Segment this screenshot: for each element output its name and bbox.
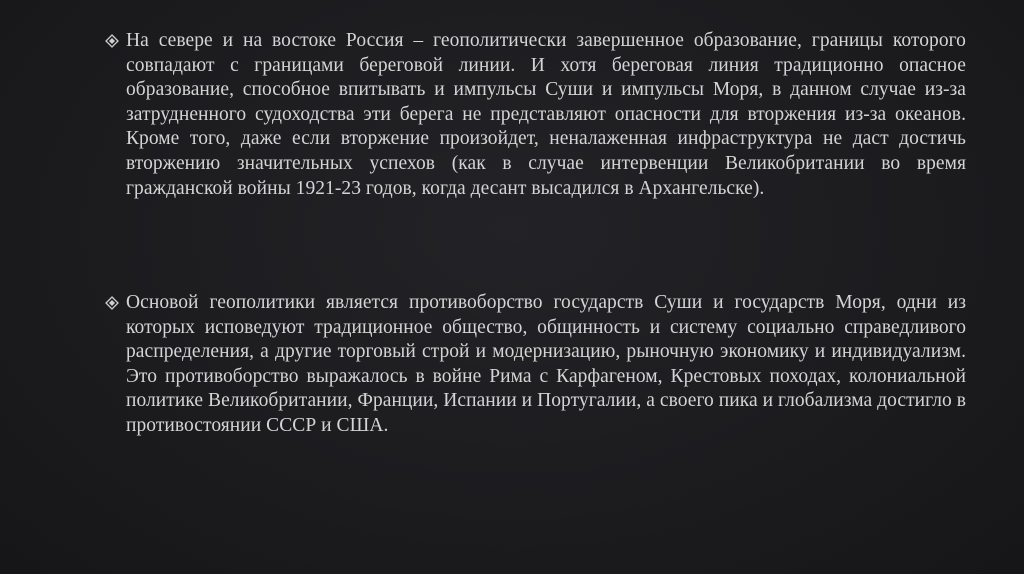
bullet-text-2: Основой геополитики является противоборство государств Суши и государств Моря, одни из которых исповедуют традиционное общество, общинность и систему социально справедливого распределения, а другие торговый строй и модернизацию, рыночную экономику и индивидуализм. Это противоборство выражалось в войне Рима с Карфагеном, Крестовых походах, колониальной политике Великобритании, Франции, Испании и Португалии, а своего пика и глобализма достигло в противостоянии СССР и США. bbox=[126, 292, 966, 436]
bullet-text-1: На севере и на востоке Россия – геополитически завершенное образование, границы которого совпадают с границами береговой линии. И хотя береговая линия традиционно опасное образование, способное впитывать и импульсы Суши и импульсы Моря, в данном случае из-за затрудненного судоходства эти берега не представляют опасности для вторжения из-за океанов. Кроме того, даже если вторжение произойдет, неналаженная инфраструктура не даст достичь вторжению значительных успехов (как в случае интервенции Великобритании во время гражданской войны 1921-23 годов, когда десант высадился в Архангельске). bbox=[126, 30, 966, 199]
diamond-bullet-icon bbox=[104, 31, 126, 55]
diamond-bullet-icon bbox=[104, 293, 126, 317]
bullet-item-2 bbox=[104, 291, 966, 439]
bullet-item-1 bbox=[104, 29, 966, 201]
